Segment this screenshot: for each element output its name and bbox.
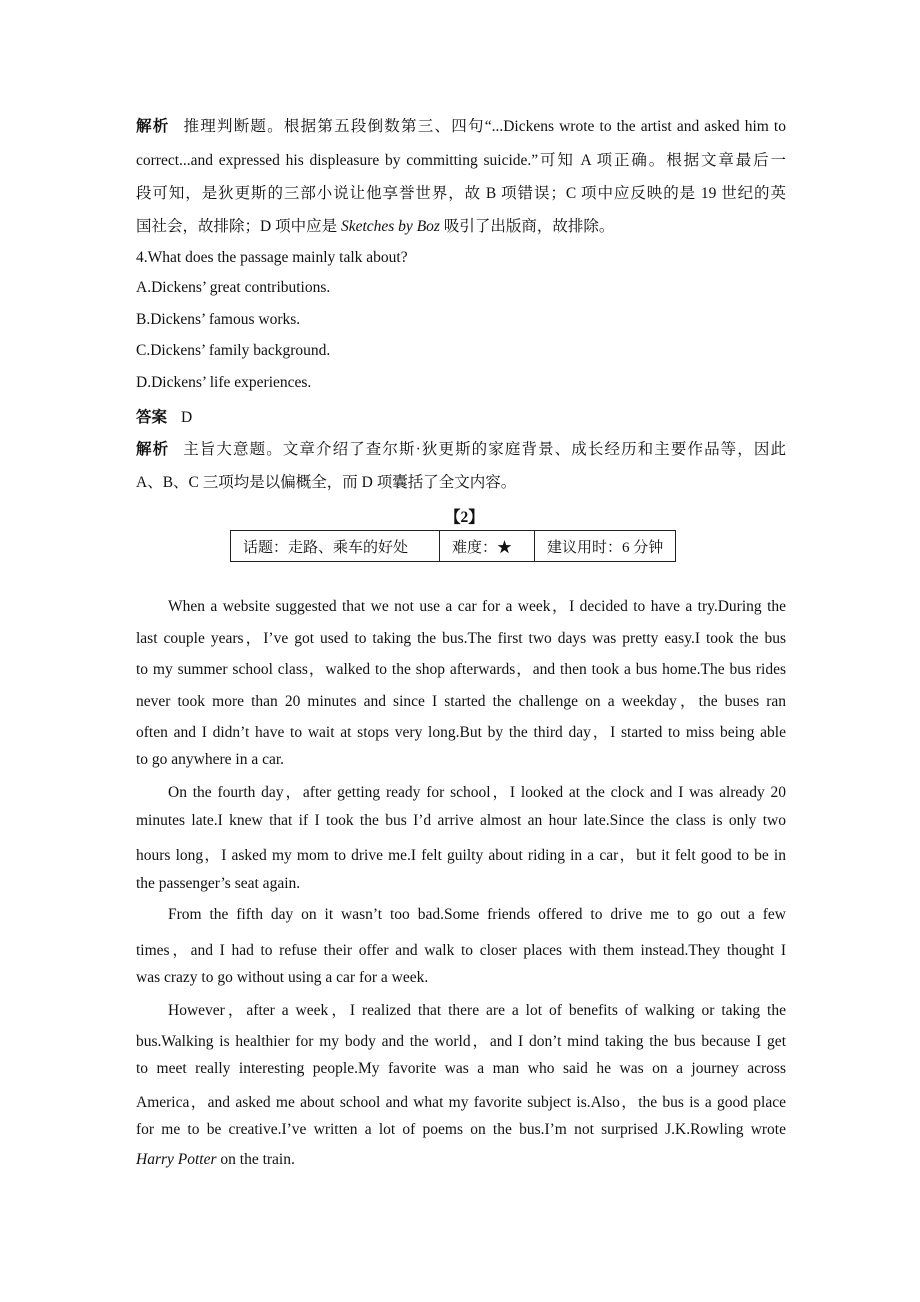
p1-line-6: to go anywhere in a car. (136, 751, 285, 768)
analysis-label: 解析 (136, 118, 170, 135)
p3-line-2: times，and I had to refuse their offer and walk to closer places with them instead.They thought I (136, 942, 786, 959)
p4-line-1: However，after a week，I realized that there are a lot of benefits of walking or taking the (168, 1002, 786, 1019)
p2-line-2: minutes late.I knew that if I took the bus I’d arrive almost an hour late.Since the class is only two (136, 812, 786, 829)
topic-cell: 话题：走路、乘车的好处 (231, 531, 440, 562)
section-number: 【2】 (445, 509, 484, 526)
answer-line (136, 405, 192, 427)
option-b: B.Dickens’ famous works. (136, 311, 301, 328)
p2-line-4: the passenger’s seat again. (136, 875, 301, 892)
p4-line-6: Harry Potter on the train. (136, 1151, 295, 1168)
question-4: 4.What does the passage mainly talk about? (136, 249, 408, 266)
p2-line-1: On the fourth day，after getting ready for school，I looked at the clock and I was already 20 (168, 784, 786, 801)
p4-line-5: for me to be creative.I’ve written a lot of poems on the bus.I’m not surprised J.K.Rowling wrote (136, 1121, 786, 1138)
q4-analysis-line-1: 解析 主旨大意题。文章介绍了查尔斯·狄更斯的家庭背景、成长经历和主要作品等，因此 (136, 441, 786, 458)
option-a: A.Dickens’ great contributions. (136, 279, 331, 296)
q3-analysis-line-3: 段可知，是狄更斯的三部小说让他享誉世界，故 B 项错误；C 项中应反映的是 19 世纪的英 (136, 185, 786, 202)
q4-analysis-line-2: A、B、C 三项均是以偏概全，而 D 项囊括了全文内容。 (136, 474, 517, 491)
option-d: D.Dickens’ life experiences. (136, 374, 312, 391)
option-c: C.Dickens’ family background. (136, 342, 331, 359)
p1-line-3: to my summer school class，walked to the shop afterwards，and then took a bus home.The bus rides (136, 661, 786, 678)
q3-analysis-line-4: 国社会，故排除；D 项中应是 Sketches by Boz 吸引了出版商，故排除。 (136, 218, 615, 235)
section-info-table (230, 530, 676, 562)
q3-analysis-line-1: 解析 推理判断题。根据第五段倒数第三、四句“...Dickens wrote to the artist and asked him to (136, 118, 786, 135)
p4-line-4: America，and asked me about school and what my favorite subject is.Also，the bus is a good place (136, 1094, 786, 1111)
p1-line-2: last couple years，I’ve got used to taking the bus.The first two days was pretty easy.I took the bus (136, 630, 786, 647)
p2-line-3: hours long，I asked my mom to drive me.I felt guilty about riding in a car，but it felt good to be in (136, 847, 786, 864)
p4-line-3: to meet really interesting people.My favorite was a man who said he was on a journey across (136, 1060, 786, 1077)
p1-line-1: When a website suggested that we not use a car for a week，I decided to have a try.During the (168, 598, 786, 615)
time-cell: 建议用时：6 分钟 (535, 531, 676, 562)
answer-label: 答案 (136, 409, 168, 426)
p3-line-3: was crazy to go without using a car for a week. (136, 969, 429, 986)
p1-line-5: often and I didn’t have to wait at stops very long.But by the third day，I started to miss being able (136, 724, 786, 741)
difficulty-cell: 难度：★ (440, 531, 535, 562)
p4-line-2: bus.Walking is healthier for my body and the world，and I don’t mind taking the bus because I get (136, 1033, 786, 1050)
q3-analysis-line-2: correct...and expressed his displeasure by committing suicide.”可知 A 项正确。根据文章最后一 (136, 152, 786, 169)
p1-line-4: never took more than 20 minutes and since I started the challenge on a weekday，the buses ran (136, 693, 786, 710)
p3-line-1: From the fifth day on it wasn’t too bad.Some friends offered to drive me to go out a few (168, 906, 786, 923)
answer-value: D (181, 409, 193, 426)
